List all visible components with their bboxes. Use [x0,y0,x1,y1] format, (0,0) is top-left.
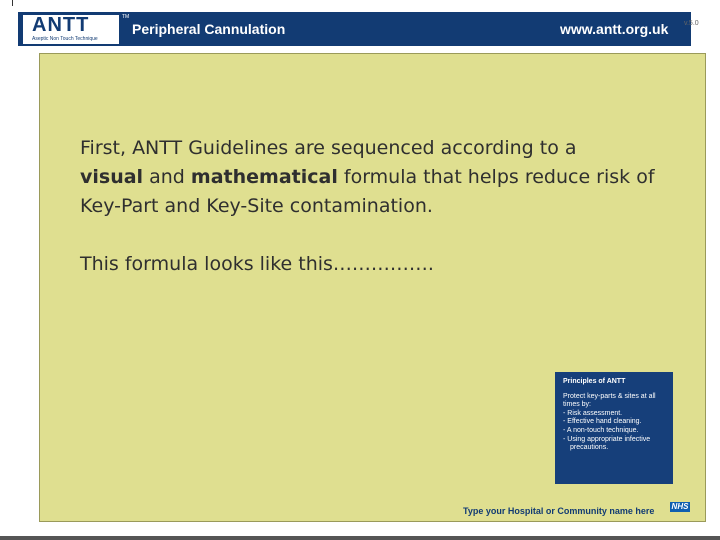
principle-item: - A non-touch technique. [563,426,639,434]
logo-tagline: Aseptic Non Touch Technique [32,36,98,42]
top-edge [0,0,720,6]
mathematical-bold: mathematical [190,166,338,188]
edge-tick [12,0,13,6]
principles-title: Principles of ANTT [563,378,626,385]
header-title: Peripheral Cannulation [132,21,286,37]
trademark-mark: TM [122,14,130,20]
visual-bold: visual [80,166,144,188]
para1-line2-rest: formula that helps reduce risk of [337,166,655,188]
version-label: v.5.0 [684,20,699,27]
nhs-logo: NHS [671,502,689,511]
header-url: www.antt.org.uk [560,21,669,37]
principle-item: - Effective hand cleaning. [563,418,642,426]
principles-list [563,410,665,453]
para1-line3: Key-Part and Key-Site contamination. [80,195,433,217]
para1-line1: First, ANTT Guidelines are sequenced according to a [80,137,577,159]
principles-box [555,372,673,484]
bottom-edge [0,536,720,540]
slide-content [39,53,706,522]
header-bar [18,12,691,46]
logo-text: ANTT [32,14,90,36]
para1-mid: and [143,166,191,188]
hospital-name-placeholder: Type your Hospital or Community name here [463,506,655,516]
principles-intro: Protect key-parts & sites at all times by: [563,392,656,409]
principle-item: - Risk assessment. [563,409,623,417]
antt-logo [23,15,119,44]
principle-item: - Using appropriate infective precautions. [563,435,651,452]
formula-paragraph: This formula looks like this……………. [80,253,434,275]
intro-paragraph [80,134,655,221]
